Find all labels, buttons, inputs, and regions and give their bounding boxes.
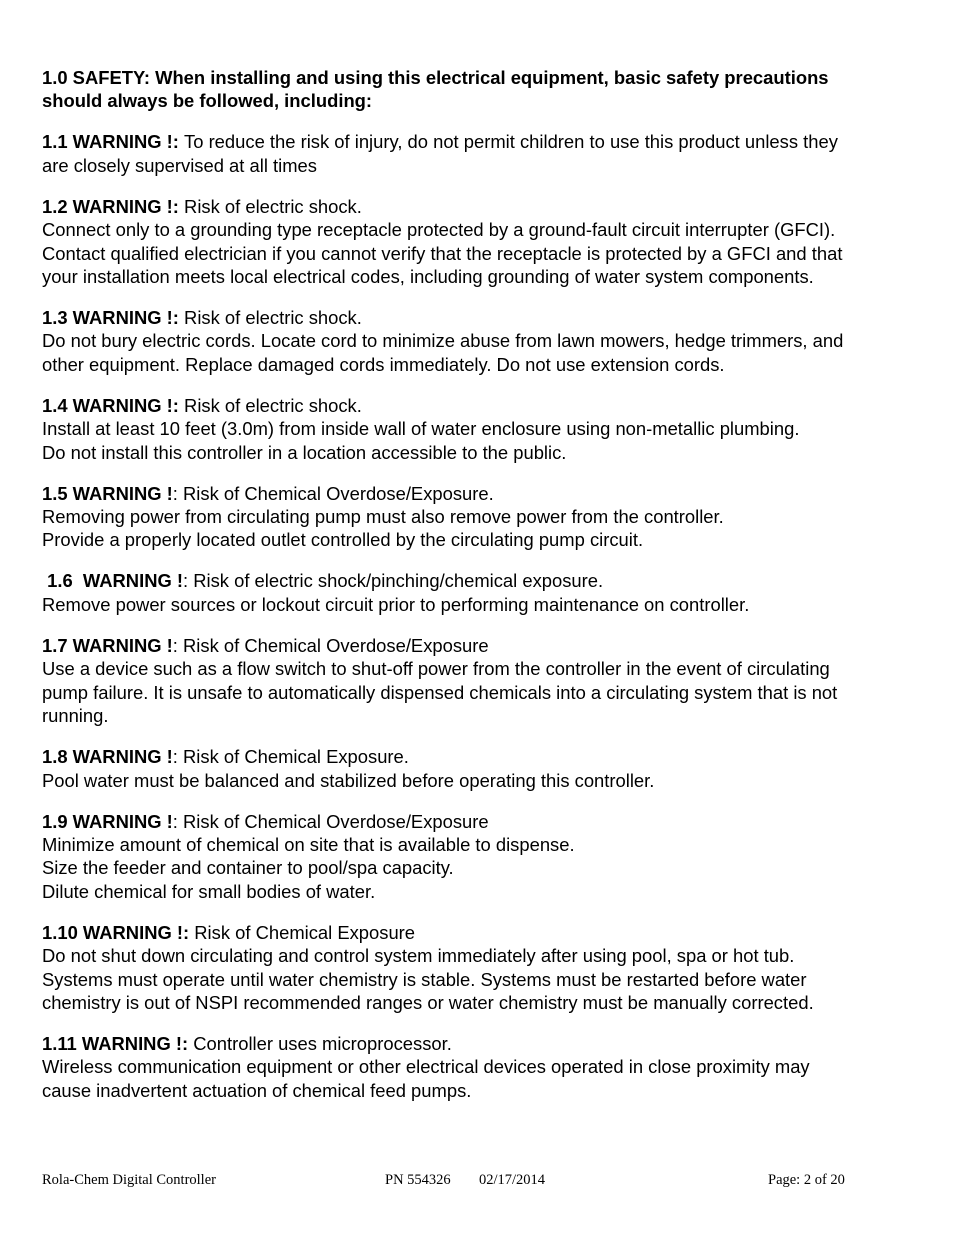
body-text: : Risk of Chemical Overdose/Exposure. — [172, 482, 494, 504]
body-text: : Risk of Chemical Overdose/Exposure — [172, 810, 489, 832]
warning-label: 1.11 WARNING !: — [42, 1032, 189, 1054]
body-text: Contact qualified electrician if you cannot verify that the receptacle is protected by a GFCI and that — [42, 242, 843, 264]
body-text: cause inadvertent actuation of chemical feed pumps. — [42, 1079, 472, 1101]
section-1-10 — [42, 921, 942, 1015]
text-line — [42, 154, 942, 177]
warning-label: 1.5 WARNING ! — [42, 482, 173, 504]
body-text: Use a device such as a flow switch to shut-off power from the controller in the event of circulating — [42, 658, 830, 680]
text-line — [42, 265, 942, 288]
warning-label: 1.8 WARNING ! — [42, 746, 173, 768]
text-line — [42, 593, 942, 616]
section-1-8 — [42, 745, 942, 792]
warning-label: 1.7 WARNING ! — [42, 634, 173, 656]
body-text: Pool water must be balanced and stabilized before operating this controller. — [42, 769, 655, 791]
body-text: Install at least 10 feet (3.0m) from inside wall of water enclosure using non-metallic plumbing. — [42, 418, 800, 440]
body-text: Dilute chemical for small bodies of water. — [42, 880, 376, 902]
warning-label: 1.2 WARNING !: — [42, 195, 179, 217]
body-text: Risk of electric shock. — [178, 195, 362, 217]
heading-text: 1.0 SAFETY: When installing and using this electrical equipment, basic safety precautions — [42, 67, 829, 88]
text-line — [42, 329, 942, 352]
text-line — [42, 833, 942, 856]
text-line — [42, 89, 942, 112]
footer-product-name: Rola-Chem Digital Controller — [42, 1172, 216, 1188]
text-line — [42, 745, 942, 768]
body-text: Systems must operate until water chemistry is stable. Systems must be restarted before water — [42, 968, 807, 990]
text-line — [42, 810, 942, 833]
section-1-1 — [42, 130, 942, 177]
body-text: running. — [42, 705, 109, 727]
text-line — [42, 880, 942, 903]
text-line — [42, 769, 942, 792]
footer-part-number: PN 554326 — [385, 1172, 451, 1188]
text-line — [42, 921, 942, 944]
body-text: Remove power sources or lockout circuit prior to performing maintenance on controller. — [42, 593, 750, 615]
body-text: Minimize amount of chemical on site that is available to dispense. — [42, 833, 575, 855]
section-1-5 — [42, 482, 942, 552]
text-line — [42, 681, 942, 704]
text-line — [42, 1079, 942, 1102]
body-text: Removing power from circulating pump must also remove power from the controller. — [42, 506, 724, 528]
text-line — [42, 856, 942, 879]
text-line — [42, 482, 942, 505]
section-1-6 — [42, 569, 942, 616]
text-line — [42, 657, 942, 680]
text-line — [42, 634, 942, 657]
text-line — [42, 130, 942, 153]
section-1-7 — [42, 634, 942, 728]
section-1-9 — [42, 810, 942, 904]
body-text: : Risk of Chemical Overdose/Exposure — [172, 634, 489, 656]
warning-label: 1.3 WARNING !: — [42, 307, 179, 329]
section-1-3 — [42, 306, 942, 376]
text-line — [42, 1032, 942, 1055]
body-text: Do not install this controller in a location accessible to the public. — [42, 441, 567, 463]
text-line — [42, 417, 942, 440]
text-line — [42, 394, 942, 417]
warning-label: 1.4 WARNING !: — [42, 394, 179, 416]
body-text: Size the feeder and container to pool/spa capacity. — [42, 857, 454, 879]
body-text: Wireless communication equipment or other electrical devices operated in close proximity may — [42, 1056, 810, 1078]
body-text: pump failure. It is unsafe to automatically dispensed chemicals into a circulating system that is not — [42, 681, 838, 703]
section-1-11 — [42, 1032, 942, 1102]
section-1-2 — [42, 195, 942, 289]
body-text: Provide a properly located outlet controlled by the circulating pump circuit. — [42, 529, 644, 551]
text-line — [42, 441, 942, 464]
body-text: : Risk of electric shock/pinching/chemical exposure. — [183, 570, 604, 592]
body-text: Risk of electric shock. — [178, 394, 362, 416]
text-line — [42, 944, 942, 967]
body-text: Risk of electric shock. — [178, 307, 362, 329]
text-line — [42, 1055, 942, 1078]
body-text: To reduce the risk of injury, do not permit children to use this product unless they — [184, 131, 838, 153]
body-text: Connect only to a grounding type receptacle protected by a ground-fault circuit interrupter (GFCI). — [42, 219, 836, 241]
text-line — [42, 704, 942, 727]
body-text: other equipment. Replace damaged cords immediately. Do not use extension cords. — [42, 353, 725, 375]
warning-label: 1.6 WARNING ! — [42, 570, 184, 592]
body-text: : Risk of Chemical Exposure. — [172, 746, 409, 768]
warning-label: 1.9 WARNING ! — [42, 810, 173, 832]
body-text: Do not shut down circulating and control system immediately after using pool, spa or hot tub. — [42, 945, 795, 967]
heading-text: should always be followed, including: — [42, 90, 373, 112]
text-line — [42, 505, 942, 528]
text-line — [42, 528, 942, 551]
body-text: Controller uses microprocessor. — [188, 1032, 452, 1054]
footer-date: 02/17/2014 — [479, 1172, 546, 1188]
warning-label: 1.10 WARNING !: — [42, 921, 190, 943]
body-text: Risk of Chemical Exposure — [189, 921, 416, 943]
document-body — [42, 66, 942, 1120]
text-line — [42, 242, 942, 265]
body-text: chemistry is out of NSPI recommended ranges or water chemistry must be manually corrected. — [42, 991, 814, 1013]
footer-page-number: Page: 2 of 20 — [768, 1172, 845, 1188]
text-line — [42, 991, 942, 1014]
text-line — [42, 195, 942, 218]
text-line — [42, 968, 942, 991]
text-line — [42, 569, 942, 592]
text-line — [42, 353, 942, 376]
body-text: Do not bury electric cords. Locate cord to minimize abuse from lawn mowers, hedge trimmers, and — [42, 330, 844, 352]
text-line — [42, 306, 942, 329]
section-1-4 — [42, 394, 942, 464]
body-text: your installation meets local electrical codes, including grounding of water system components. — [42, 266, 814, 288]
section-1-0 — [42, 66, 942, 113]
body-text: are closely supervised at all times — [42, 154, 317, 176]
text-line — [42, 218, 942, 241]
warning-label: 1.1 WARNING !: — [42, 131, 185, 153]
text-line — [42, 66, 942, 89]
